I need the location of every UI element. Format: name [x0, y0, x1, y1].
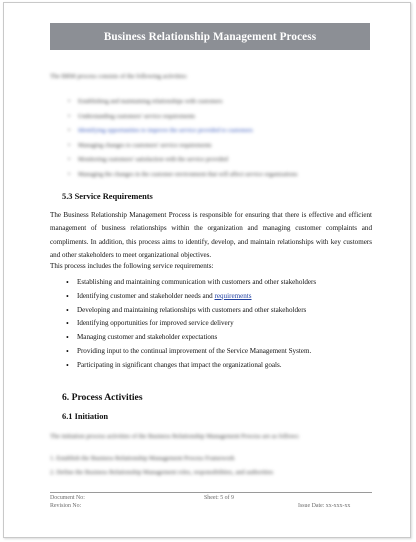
page-title: Business Relationship Management Process [50, 23, 370, 50]
blurred-intro: The BRM process consists of the following activities: [50, 73, 188, 80]
list-item: • Managing the changes in the customer environment that will affect service organizations [68, 168, 298, 183]
list-item-text: Identifying customer and stakeholder needs and [77, 291, 215, 300]
list-item: • Participating in significant changes that impact the organizational goals. [66, 359, 316, 373]
footer-divider [50, 492, 372, 493]
list-item-text: Identifying opportunities to improve the service provided to customers [78, 127, 253, 134]
requirements-link[interactable]: requirements [214, 291, 252, 300]
list-item [66, 290, 316, 304]
blurred-intro: The initiation process activities of the Business Relationship Management Process are as follows: [50, 433, 300, 440]
list-item: • Developing and maintaining relationships with customers and other stakeholders [66, 304, 316, 318]
list-item: • Managing customer and stakeholder expectations [66, 331, 316, 345]
list-item: • Establishing and maintaining communication with customers and other stakeholders [66, 276, 316, 290]
section-intro: This process includes the following service requirements: [50, 262, 214, 270]
list-item: • Monitoring customers' satisfaction with the service provided [68, 153, 298, 168]
list-item: • Identifying opportunities for improved service delivery [66, 317, 316, 331]
blurred-list [68, 95, 298, 182]
blurred-step: 1. Establish the Business Relationship Management Process Framework [50, 455, 235, 462]
list-item: • Understanding customers' service requirements [68, 110, 298, 125]
list-item: • Establishing and maintaining relationships with customers [68, 95, 298, 110]
issue-date: Issue Date: xx-xxx-xx [298, 503, 351, 509]
revision-number: Revision No: [50, 503, 82, 509]
section-heading: 5.3 Service Requirements [62, 192, 153, 201]
list-item: • Providing input to the continual improvement of the Service Management System. [66, 345, 316, 359]
requirements-list [66, 276, 316, 373]
document-page [3, 2, 411, 538]
subsection-heading: 6.1 Initiation [62, 412, 109, 421]
list-item [68, 124, 298, 139]
sheet-number: Sheet: 5 of 9 [204, 495, 234, 501]
document-number: Document No: [50, 495, 85, 501]
section-paragraph: The Business Relationship Management Process is responsible for ensuring that there is effective and efficient management of business relationships within the organization and managing customer complaints and compliments. In addition, this process aims to identify, develop, and maintain relationships with key customers and other stakeholders to meet organizational objectives. [50, 211, 372, 260]
list-item: • Managing changes to customers' service requirements [68, 139, 298, 154]
blurred-step: 2. Define the Business Relationship Management roles, responsibilities, and authorities [50, 469, 274, 476]
section-heading: 6. Process Activities [62, 392, 143, 403]
